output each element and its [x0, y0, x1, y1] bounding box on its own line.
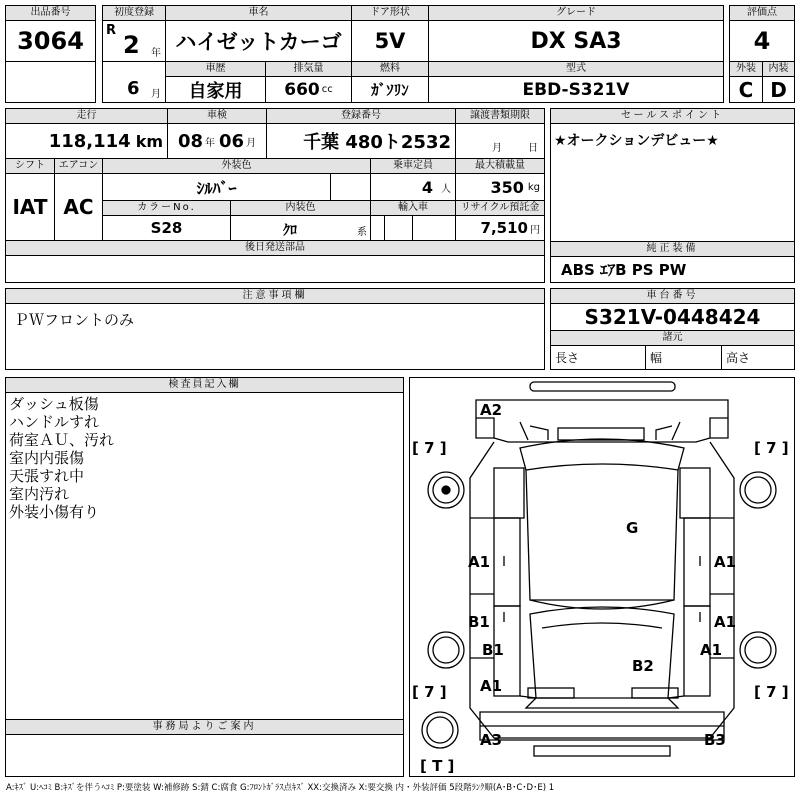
chassis-no: S321V-0448424: [550, 303, 795, 331]
recycle-cell: [455, 215, 545, 241]
tire-depth: [ 7 ]: [412, 683, 447, 701]
capacity-label: 乗車定員: [370, 158, 456, 174]
lot-no-blank: [5, 61, 96, 103]
tire-depth: [ 7 ]: [754, 439, 789, 457]
transfer-day-unit: 日: [528, 143, 538, 154]
first-reg-label: 初度登録: [102, 5, 166, 21]
load-unit: kg: [527, 181, 540, 193]
int-color-unit: 系: [357, 227, 367, 238]
lot-no: 3064: [5, 20, 96, 62]
exterior-label: 外装: [729, 61, 763, 77]
damage-mark: A1: [480, 677, 503, 695]
recycle: 7,510: [480, 219, 528, 237]
ac-label: エアコン: [54, 158, 103, 174]
score-label: 評価点: [729, 5, 795, 21]
inspection-cell: [167, 123, 267, 159]
displacement-cell: [265, 76, 352, 103]
inspector-line: 天張すれ中: [9, 467, 85, 485]
import-cell-c: [412, 215, 456, 241]
reg-month: 6: [127, 78, 140, 99]
displacement-label: 排気量: [265, 61, 352, 77]
inspector-label: 検査員記入欄: [5, 377, 404, 393]
later-parts-label: 後日発送部品: [5, 240, 545, 256]
interior-score: D: [762, 76, 795, 103]
length-cell: 長さ: [550, 345, 646, 370]
legend: A:ｷｽﾞ U:ﾍｺﾐ B:ｷｽﾞを伴うﾍｺﾐ P:要塗装 W:補修跡 S:錆 C:腐食 G:ﾌﾛﾝﾄｶﾞﾗｽ点ｷｽﾞ XX:交換済み X:要交換 内・外装評価 5段階ﾗﾝｸ順(A･B･C･D･E) 1: [6, 783, 555, 793]
width-cell: 幅: [645, 345, 722, 370]
car-name-label: 車名: [165, 5, 352, 21]
plate: 千葉 480ト2532: [266, 123, 456, 159]
damage-mark: A1: [700, 641, 723, 659]
year-unit: 年: [151, 48, 161, 59]
lot-no-label: 出品番号: [5, 5, 96, 21]
mileage-cell: [5, 123, 168, 159]
import-cell-b: [384, 215, 413, 241]
int-color: ｸﾛ: [283, 223, 297, 239]
sales-point-label: セールスポイント: [550, 108, 795, 124]
mileage-label: 走行: [5, 108, 168, 124]
car-outline: [410, 378, 794, 776]
tire-depth: [ 7 ]: [412, 439, 447, 457]
fuel: ｶﾞｿﾘﾝ: [351, 76, 429, 103]
transfer-label: 譲渡書類期限: [455, 108, 545, 124]
equipment-label: 純正装備: [550, 241, 795, 257]
sales-point-box: [550, 123, 795, 242]
capacity-cell: [370, 173, 456, 201]
color-no: S28: [102, 215, 231, 241]
office-label: 事務局よりご案内: [5, 719, 404, 735]
car-diagram: [409, 377, 795, 777]
mileage-unit: km: [135, 131, 163, 151]
capacity-unit: 人: [441, 183, 451, 195]
damage-mark: A1: [714, 613, 737, 631]
damage-mark: A3: [480, 731, 503, 749]
inspector-line: 外装小傷有り: [9, 503, 100, 521]
ac: AC: [54, 173, 103, 241]
height-cell: 高さ: [721, 345, 795, 370]
damage-mark: B3: [704, 731, 726, 749]
model-label: 型式: [428, 61, 724, 77]
int-color-label: 内装色: [230, 200, 371, 216]
inspector-line: 荷室ＡＵ、汚れ: [9, 431, 115, 449]
transfer-cell: [455, 123, 545, 159]
shift: IAT: [5, 173, 55, 241]
history-label: 車歴: [165, 61, 266, 77]
inspector-line: ハンドルすれ: [9, 413, 100, 431]
inspector-box: [5, 392, 404, 720]
door-label: ドア形状: [351, 5, 429, 21]
color-label: 外装色: [102, 158, 371, 174]
mileage: 118,114: [48, 130, 131, 152]
later-parts-box: [5, 255, 545, 283]
spare-tire: [ T ]: [420, 757, 455, 775]
grade: DX SA3: [428, 20, 724, 62]
damage-mark: A2: [480, 401, 503, 419]
damage-mark: G: [626, 519, 639, 537]
door: 5V: [351, 20, 429, 62]
recycle-label: リサイクル預託金: [455, 200, 545, 216]
load: 350: [490, 177, 524, 197]
insp-year: 08: [177, 130, 203, 152]
model: EBD-S321V: [428, 76, 724, 103]
damage-mark: B1: [482, 641, 504, 659]
color: ｼﾙﾊﾞｰ: [102, 173, 331, 201]
inspector-line: ダッシュ板傷: [9, 395, 99, 413]
history: 自家用: [165, 76, 266, 103]
insp-month: 06: [219, 130, 245, 152]
displacement-unit: cc: [321, 84, 333, 95]
plate-label: 登録番号: [266, 108, 456, 124]
insp-year-unit: 年: [205, 137, 215, 149]
era: R: [106, 23, 117, 38]
import-label: 輸入車: [370, 200, 456, 216]
capacity: 4: [421, 177, 433, 197]
notes-label: 注意事項欄: [5, 288, 545, 304]
inspector-line: 室内汚れ: [9, 485, 70, 503]
damage-mark: A1: [714, 553, 737, 571]
insp-month-unit: 月: [246, 137, 257, 149]
damage-mark: A1: [468, 553, 491, 571]
chassis-label: 車台番号: [550, 288, 795, 304]
inspector-line: 室内内張傷: [9, 449, 85, 467]
score: 4: [729, 20, 795, 62]
reg-year: 2: [123, 31, 140, 59]
color-no-label: カラーNo.: [102, 200, 231, 216]
recycle-unit: 円: [530, 224, 540, 236]
first-reg-month-cell: [102, 61, 166, 103]
sales-point-text: ★オークションデビュー★: [554, 133, 719, 149]
notes-box: [5, 303, 545, 370]
fuel-label: 燃料: [351, 61, 429, 77]
exterior-score: C: [729, 76, 763, 103]
transfer-month-unit: 月: [492, 143, 502, 154]
month-unit: 月: [151, 89, 161, 100]
inspection-label: 車検: [167, 108, 267, 124]
tire-depth: [ 7 ]: [754, 683, 789, 701]
load-cell: [455, 173, 545, 201]
dims-label: 諸元: [550, 330, 795, 346]
first-reg-year-cell: [102, 20, 166, 62]
grade-label: グレード: [428, 5, 724, 21]
damage-mark: B1: [468, 613, 490, 631]
import-cell-a: [370, 215, 385, 241]
notes-text: ＰＷフロントのみ: [14, 311, 135, 329]
color-sub-blank: [330, 173, 371, 201]
shift-label: シフト: [5, 158, 55, 174]
office-box: [5, 734, 404, 777]
interior-label: 内装: [762, 61, 795, 77]
equipment-text: ABS ｴｱB PS PW: [550, 256, 795, 283]
int-color-cell: [230, 215, 371, 241]
displacement: 660: [284, 79, 320, 100]
car-name: ハイゼットカーゴ: [165, 20, 352, 62]
damage-mark: B2: [632, 657, 654, 675]
load-label: 最大積載量: [455, 158, 545, 174]
